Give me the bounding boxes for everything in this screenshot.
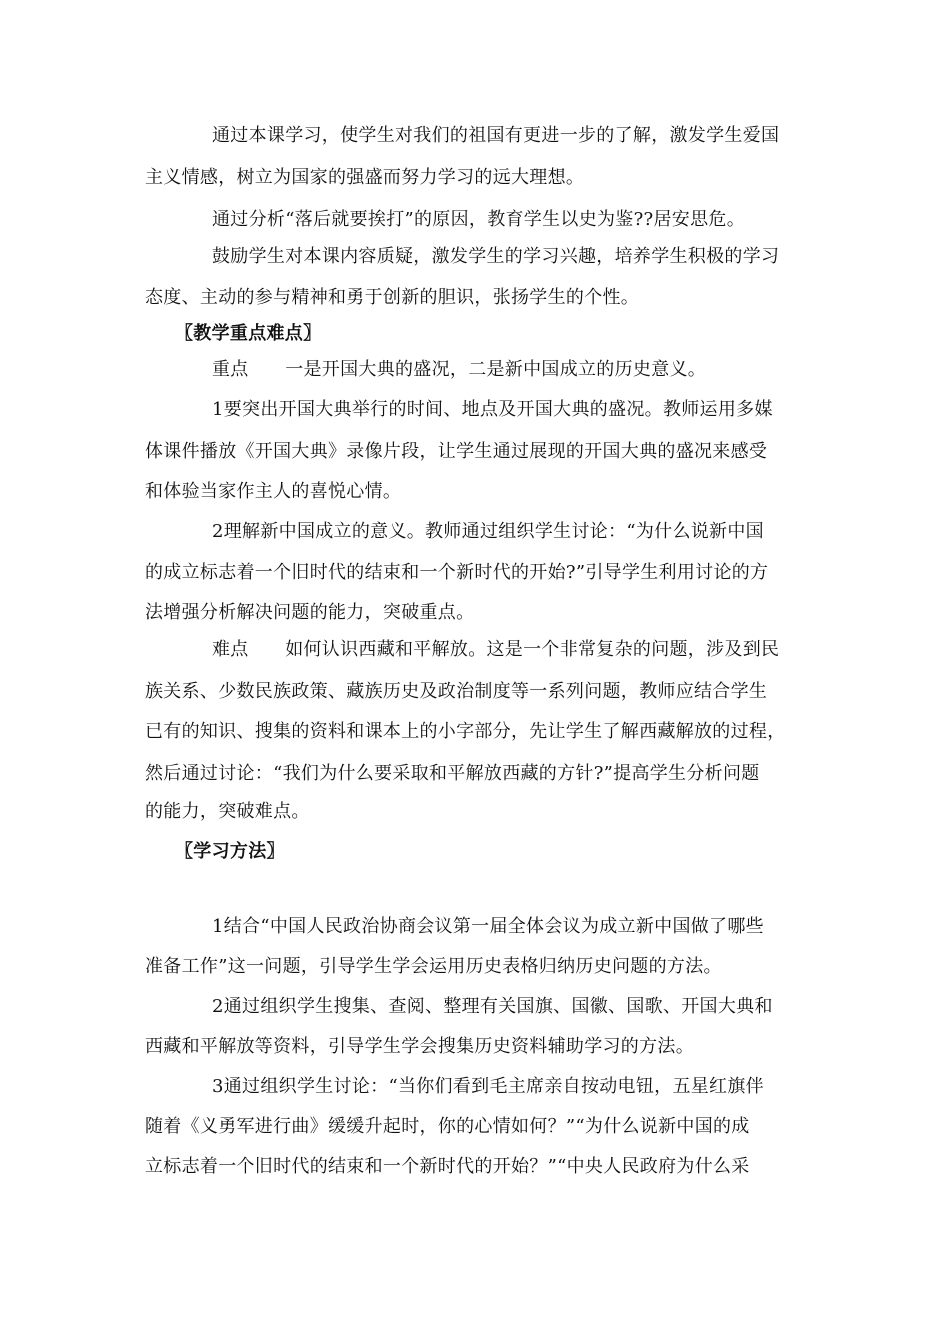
paragraph-line: 法增强分析解决问题的能力，突破重点。: [145, 602, 475, 623]
paragraph-line: 准备工作”这一问题，引导学生学会运用历史表格归纳历史问题的方法。: [145, 956, 722, 977]
section-heading-methods: 〖学习方法〗: [175, 841, 285, 862]
paragraph-line: 通过分析“落后就要挨打”的原因，教育学生以史为鉴??居安思危。: [212, 209, 746, 230]
paragraph-line: 2理解新中国成立的意义。教师通过组织学生讨论：“为什么说新中国: [212, 521, 764, 542]
paragraph-line: 重点 一是开国大典的盛况，二是新中国成立的历史意义。: [212, 359, 707, 380]
paragraph-line: 难点 如何认识西藏和平解放。这是一个非常复杂的问题，涉及到民: [212, 639, 780, 660]
paragraph-line: 的成立标志着一个旧时代的结束和一个新时代的开始?”引导学生利用讨论的方: [145, 562, 769, 583]
paragraph-line: 通过本课学习，使学生对我们的祖国有更进一步的了解，激发学生爱国: [212, 125, 780, 146]
paragraph-line: 族关系、少数民族政策、藏族历史及政治制度等一系列问题，教师应结合学生: [145, 681, 768, 702]
paragraph-line: 体课件播放《开国大典》录像片段，让学生通过展现的开国大典的盛况来感受: [145, 441, 768, 462]
paragraph-line: 主义情感，树立为国家的强盛而努力学习的远大理想。: [145, 167, 585, 188]
paragraph-line: 随着《义勇军进行曲》缓缓升起时，你的心情如何？”“为什么说新中国的成: [145, 1116, 750, 1137]
paragraph-line: 1要突出开国大典举行的时间、地点及开国大典的盛况。教师运用多媒: [212, 399, 773, 420]
paragraph-line: 鼓励学生对本课内容质疑，激发学生的学习兴趣，培养学生积极的学习: [212, 246, 780, 267]
paragraph-line: 3通过组织学生讨论：“当你们看到毛主席亲自按动电钮，五星红旗伴: [212, 1076, 764, 1097]
paragraph-line: 1结合“中国人民政治协商会议第一届全体会议为成立新中国做了哪些: [212, 916, 764, 937]
paragraph-line: 立标志着一个旧时代的结束和一个新时代的开始？”“中央人民政府为什么采: [145, 1156, 750, 1177]
paragraph-line: 态度、主动的参与精神和勇于创新的胆识，张扬学生的个性。: [145, 287, 640, 308]
paragraph-line: 和体验当家作主人的喜悦心情。: [145, 481, 402, 502]
paragraph-line: 的能力，突破难点。: [145, 801, 310, 822]
paragraph-line: 西藏和平解放等资料，引导学生学会搜集历史资料辅助学习的方法。: [145, 1036, 694, 1057]
paragraph-line: 2通过组织学生搜集、查阅、整理有关国旗、国徽、国歌、开国大典和: [212, 996, 773, 1017]
paragraph-line: 然后通过讨论：“我们为什么要采取和平解放西藏的方针?”提高学生分析问题: [145, 763, 760, 784]
paragraph-line: 已有的知识、搜集的资料和课本上的小字部分，先让学生了解西藏解放的过程，: [145, 721, 786, 742]
section-heading-key-points: 〖教学重点难点〗: [175, 323, 322, 344]
